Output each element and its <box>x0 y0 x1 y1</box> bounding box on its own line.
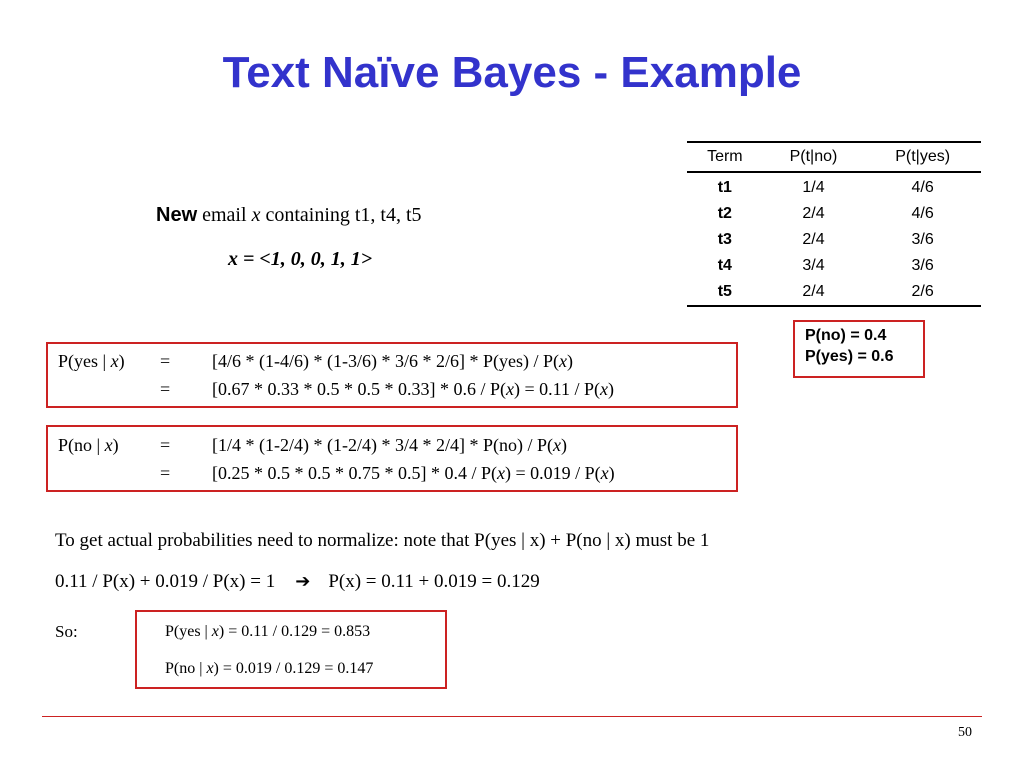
priors-box <box>793 320 925 378</box>
yes-eq-equals-2: = <box>160 379 171 399</box>
table-header-row <box>687 142 981 172</box>
term-cell: t3 <box>717 231 732 248</box>
header-term: Term <box>687 142 763 172</box>
normalization-equation <box>55 571 540 593</box>
prior-yes: P(yes) = 0.6 <box>805 348 894 365</box>
p-no-cell: 1/4 <box>802 179 825 196</box>
p-no-cell: 2/4 <box>802 205 825 222</box>
header-p-no: P(t|no) <box>763 142 865 172</box>
table-row <box>687 227 981 253</box>
table-row <box>687 253 981 279</box>
no-eq-equals-2: = <box>160 463 171 483</box>
table-row <box>687 201 981 227</box>
no-eq-line-1: [1/4 * (1-2/4) * (1-2/4) * 3/4 * 2/4] * P(no) / P(x) <box>212 435 567 455</box>
sum-left: 0.11 / P(x) + 0.019 / P(x) = 1 <box>55 571 276 592</box>
prior-no: P(no) = 0.4 <box>805 327 887 344</box>
email-word: email <box>202 204 247 226</box>
p-yes-cell: 3/6 <box>911 257 934 274</box>
footer-divider <box>42 716 982 717</box>
no-eq-equals-1: = <box>160 435 171 455</box>
normalize-note: To get actual probabilities need to normalize: note that P(yes | x) + P(no | x) must be 1 <box>55 530 710 551</box>
term-cell: t5 <box>687 279 763 306</box>
right-arrow-icon: ➔ <box>295 571 311 592</box>
table-row <box>687 279 981 306</box>
new-word: New <box>156 204 198 226</box>
p-yes-cell: 4/6 <box>911 205 934 222</box>
term-cell: t2 <box>717 205 732 222</box>
new-email-line <box>156 204 422 227</box>
final-probabilities-box <box>135 610 447 689</box>
p-yes-cell: 2/6 <box>864 279 981 306</box>
p-no-cell: 3/4 <box>802 257 825 274</box>
table-row <box>687 172 981 201</box>
yes-eq-line-2: [0.67 * 0.33 * 0.5 * 0.5 * 0.33] * 0.6 / P(x) = 0.11 / P(x) <box>212 379 614 399</box>
p-yes-cell: 4/6 <box>911 179 934 196</box>
so-label: So: <box>55 622 78 641</box>
slide-title: Text Naïve Bayes - Example <box>222 48 802 97</box>
sum-right: P(x) = 0.11 + 0.019 = 0.129 <box>328 571 540 592</box>
final-p-no: P(no | x) = 0.019 / 0.129 = 0.147 <box>165 660 374 677</box>
term-cell: t4 <box>717 257 732 274</box>
feature-vector: x = <1, 0, 0, 1, 1> <box>228 248 373 270</box>
email-x-var: x <box>251 204 261 226</box>
p-no-cell: 2/4 <box>763 279 865 306</box>
yes-equation-box <box>46 342 738 408</box>
term-probability-table <box>687 141 981 307</box>
no-eq-lhs: P(no | x) <box>58 435 119 455</box>
yes-eq-lhs: P(yes | x) <box>58 351 125 371</box>
yes-eq-line-1: [4/6 * (1-4/6) * (1-3/6) * 3/6 * 2/6] * P(yes) / P(x) <box>212 351 573 371</box>
term-cell: t1 <box>717 179 732 196</box>
no-equation-box <box>46 425 738 492</box>
final-p-yes: P(yes | x) = 0.11 / 0.129 = 0.853 <box>165 623 371 640</box>
header-p-yes: P(t|yes) <box>864 142 981 172</box>
no-eq-line-2: [0.25 * 0.5 * 0.5 * 0.75 * 0.5] * 0.4 / P(x) = 0.019 / P(x) <box>212 463 615 483</box>
page-number: 50 <box>958 725 972 740</box>
p-no-cell: 2/4 <box>802 231 825 248</box>
p-yes-cell: 3/6 <box>911 231 934 248</box>
yes-eq-equals-1: = <box>160 351 171 371</box>
email-containing: containing t1, t4, t5 <box>265 204 422 226</box>
